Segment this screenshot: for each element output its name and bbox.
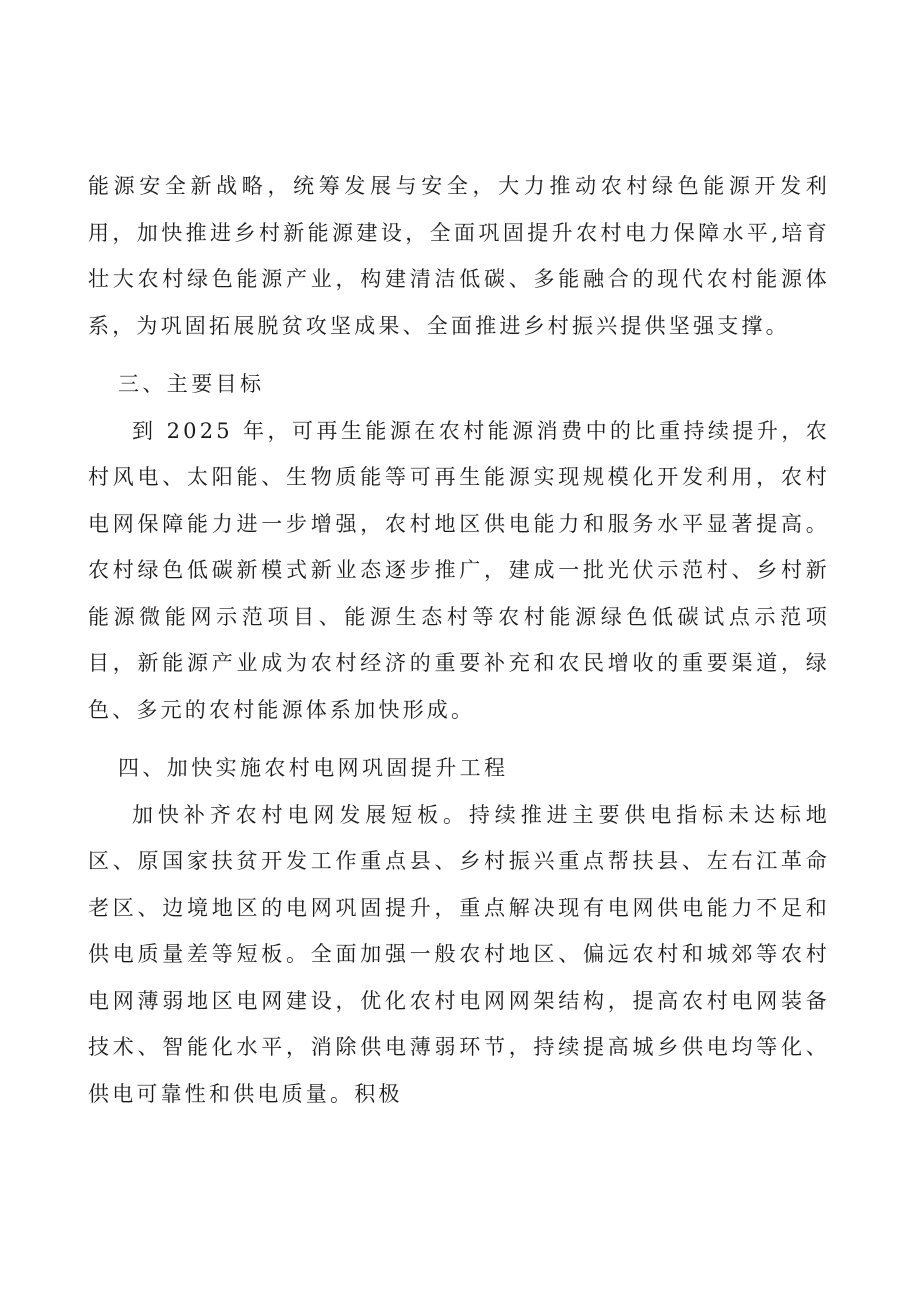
section-heading-grid-upgrade: 四、加快实施农村电网巩固提升工程 — [118, 756, 509, 780]
section-heading-main-goals: 三、主要目标 — [118, 372, 265, 396]
paragraph-strategy: 能源安全新战略，统筹发展与安全，大力推动农村绿色能源开发利用，加快推进乡村新能源建设，全面巩固提升农村电力保障水平,培育壮大农村绿色能源产业，构建清洁低碳、多能融合的现代农村能源体系，为巩固拓展脱贫攻坚成果、全面推进乡村振兴提供坚强支撑。 — [88, 174, 830, 338]
paragraph-grid-shortcomings: 加快补齐农村电网发展短板。持续推进主要供电指标未达标地区、原国家扶贫开发工作重点县、乡村振兴重点帮扶县、左右江革命老区、边境地区的电网巩固提升，重点解决现有电网供电能力不足和供电质量差等短板。全面加强一般农村地区、偏远农村和城郊等农村电网薄弱地区电网建设，优化农村电网网架结构，提高农村电网装备技术、智能化水平，消除供电薄弱环节，持续提高城乡供电均等化、供电可靠性和供电质量。积极 — [88, 802, 830, 1106]
document-body — [88, 163, 830, 1117]
paragraph-goals-2025: 到 2025 年，可再生能源在农村能源消费中的比重持续提升，农村风电、太阳能、生物质能等可再生能源实现规模化开发利用，农村电网保障能力进一步增强，农村地区供电能力和服务水平显著提高。农村绿色低碳新模式新业态逐步推广，建成一批光伏示范村、乡村新能源微能网示范项目、能源生态村等农村能源绿色低碳试点示范项目，新能源产业成为农村经济的重要补充和农民增收的重要渠道，绿色、多元的农村能源体系加快形成。 — [88, 418, 830, 722]
